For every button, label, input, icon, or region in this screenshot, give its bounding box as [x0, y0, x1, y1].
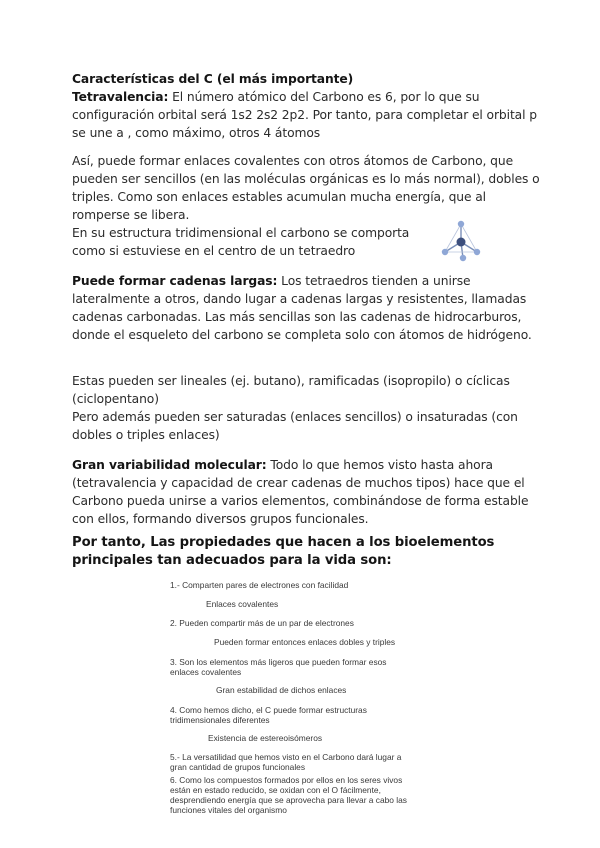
section-carbon-features — [72, 70, 542, 142]
tetravalencia-paragraph — [72, 88, 542, 142]
list-item: 1.- Comparten pares de electrones con facilidad — [170, 580, 349, 590]
tetravalencia-text: El número atómico del Carbono es 6, por lo que su configuración orbital será 1s2 2s2 2p2. Por tanto, para completar el orbital p se une a , como máximo, otros 4 átomos — [72, 90, 537, 140]
tetravalencia-label: Tetravalencia: — [72, 90, 169, 104]
long-chains-paragraph — [72, 272, 542, 344]
list-item-continued: funciones vitales del organismo — [170, 805, 287, 815]
bioelements-properties-list — [170, 576, 438, 826]
list-item-continued: gran cantidad de grupos funcionales — [170, 762, 306, 772]
section-molecular-variability — [72, 456, 542, 528]
chain-types-line-2: Pero además pueden ser saturadas (enlaces sencillos) o insaturadas (con dobles o triples enlaces) — [72, 410, 518, 442]
chain-types-paragraph — [72, 372, 542, 444]
list-item-continued: están en estado reducido, se oxidan con el O fácilmente, — [170, 785, 381, 795]
covalent-bonds-text: Así, puede formar enlaces covalentes con otros átomos de Carbono, que pueden ser sencillos (en las moléculas orgánicas es lo más normal), dobles o triples. Como son enlaces estables acumulan mucha energía, que al romperse se libera. — [72, 154, 540, 222]
tetrahedron-line-2: como si estuviese en el centro de un tetraedro — [72, 244, 356, 258]
list-subitem: Existencia de estereoisómeros — [208, 733, 323, 743]
list-subitem: Pueden formar entonces enlaces dobles y triples — [214, 637, 396, 647]
list-item: 6. Como los compuestos formados por ellos en los seres vivos — [170, 775, 403, 785]
section-title: Características del C (el más importante) — [72, 72, 354, 86]
list-item-continued: tridimensionales diferentes — [170, 715, 270, 725]
variability-text: Todo lo que hemos visto hasta ahora (tetravalencia y capacidad de crear cadenas de muchos tipos) hace que el Carbono pueda unirse a varios elementos, combinándose de forma estable con ellos, formando diversos grupos funcionales. — [72, 458, 529, 526]
chain-types-line-1: Estas pueden ser lineales (ej. butano), ramificadas (isopropilo) o cíclicas (ciclopentano) — [72, 374, 510, 406]
list-item: 3. Son los elementos más ligeros que pueden formar esos — [170, 657, 387, 667]
list-item: 4. Como hemos dicho, el C puede formar estructuras — [170, 705, 367, 715]
variability-label: Gran variabilidad molecular: — [72, 458, 267, 472]
long-chains-label: Puede formar cadenas largas: — [72, 274, 278, 288]
conclusion-heading: Por tanto, Las propiedades que hacen a los bioelementos principales tan adecuados para la vida son: — [72, 535, 495, 568]
long-chains-text: Los tetraedros tienden a unirse lateralmente a otros, dando lugar a cadenas largas y resistentes, llamadas cadenas carbonadas. Las más sencillas son las cadenas de hidrocarburos, donde el esqueleto del carbono se completa solo con átomos de hidrógeno. — [72, 274, 532, 342]
section-long-chains — [72, 272, 542, 344]
tetrahedron-molecule-icon — [437, 216, 485, 264]
list-item: 5.- La versatilidad que hemos visto en el Carbono dará lugar a — [170, 752, 402, 762]
list-item-continued: desprendiendo energía que se aprovecha para llevar a cabo las — [170, 795, 407, 805]
list-item-continued: enlaces covalentes — [170, 667, 242, 677]
list-subitem: Gran estabilidad de dichos enlaces — [216, 685, 347, 695]
list-item: 2. Pueden compartir más de un par de electrones — [170, 618, 354, 628]
variability-paragraph — [72, 456, 542, 528]
list-subitem: Enlaces covalentes — [206, 599, 279, 609]
tetrahedron-line-1: En su estructura tridimensional el carbono se comporta — [72, 226, 410, 240]
